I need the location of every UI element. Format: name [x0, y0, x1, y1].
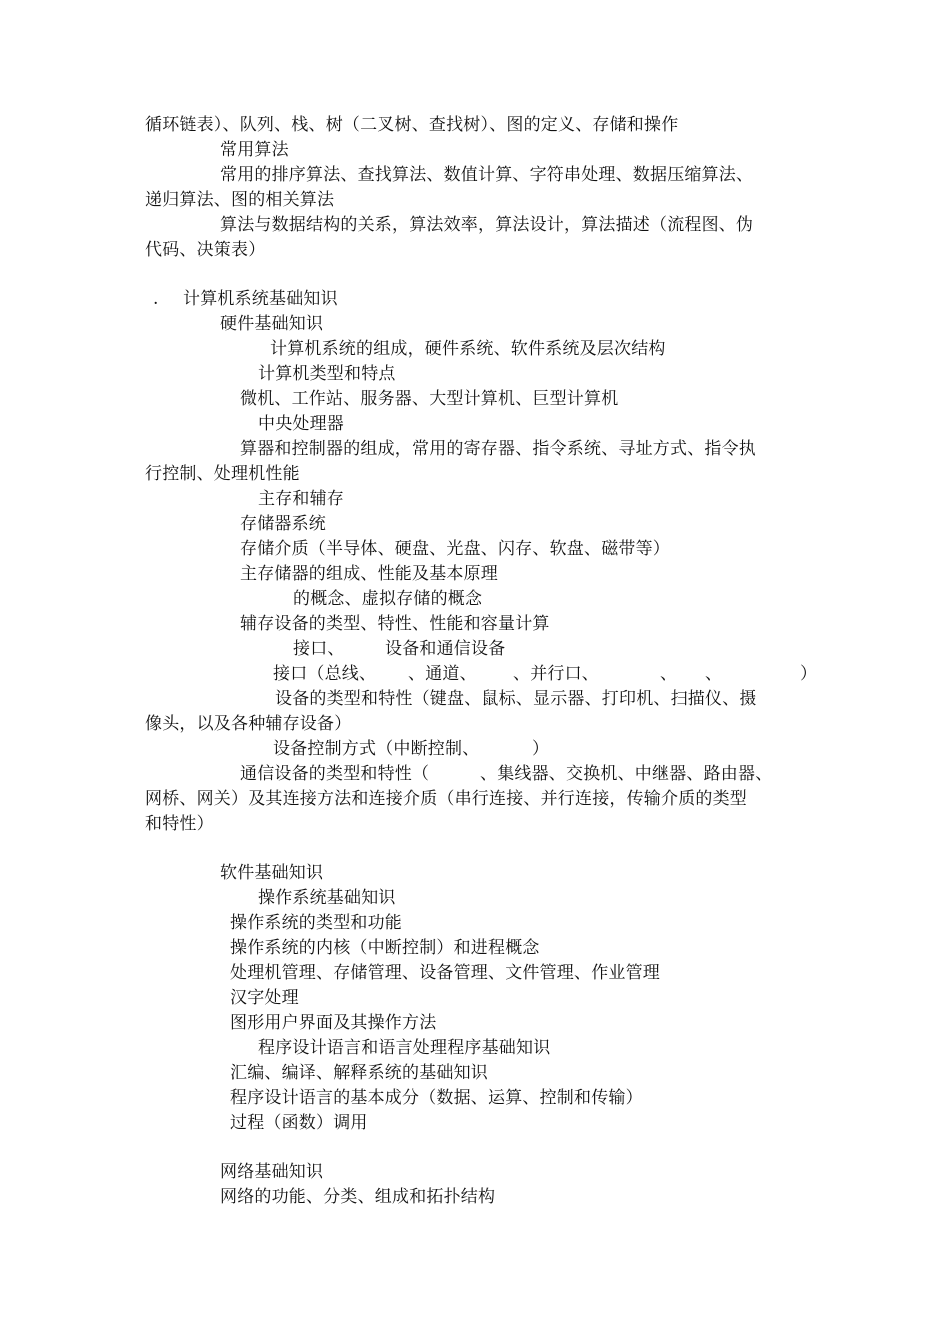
text-line: 主存储器的组成、性能及基本原理: [240, 564, 498, 584]
text-fragment: 通信设备的类型和特性（: [240, 764, 430, 784]
text-line: 汇编、编译、解释系统的基础知识: [230, 1063, 488, 1083]
text-fragment: ）: [800, 664, 818, 684]
text-fragment: 接口、: [293, 639, 345, 659]
text-fragment: 设备控制方式（中断控制、: [273, 739, 480, 759]
text-fragment: 、: [705, 664, 723, 684]
text-fragment: 、并行口、: [513, 664, 599, 684]
text-line: 中央处理器: [258, 414, 344, 434]
text-line: 汉字处理: [230, 988, 299, 1008]
text-line: 操作系统基础知识: [258, 888, 396, 908]
text-line: 存储器系统: [240, 514, 326, 534]
text-line: 代码、决策表）: [145, 240, 266, 260]
text-line: 硬件基础知识: [220, 314, 324, 334]
section-heading: 软件基础知识: [220, 863, 324, 883]
text-line: 算器和控制器的组成，常用的寄存器、指令系统、寻址方式、指令执: [240, 439, 756, 459]
text-line: 的概念、虚拟存储的概念: [293, 589, 483, 609]
text-fragment: 设备和通信设备: [385, 639, 506, 659]
text-line: 辅存设备的类型、特性、性能和容量计算: [240, 614, 550, 634]
text-line: 微机、工作站、服务器、大型计算机、巨型计算机: [240, 389, 619, 409]
text-fragment: 、集线器、交换机、中继器、路由器、: [480, 764, 773, 784]
text-line: 设备的类型和特性（键盘、鼠标、显示器、打印机、扫描仪、摄: [275, 689, 757, 709]
text-line: 图形用户界面及其操作方法: [230, 1013, 437, 1033]
text-line: 循环链表）、队列、栈、树（二叉树、查找树）、图的定义、存储和操作: [145, 115, 679, 135]
section-heading: 计算机系统基础知识: [183, 289, 338, 309]
text-line: 递归算法、图的相关算法: [145, 190, 335, 210]
text-line: 行控制、处理机性能: [145, 464, 300, 484]
text-fragment: 接口（总线、: [273, 664, 377, 684]
section-number: .: [153, 289, 159, 309]
text-fragment: 、: [660, 664, 678, 684]
text-line: 主存和辅存: [258, 489, 344, 509]
text-line: 操作系统的类型和功能: [230, 913, 402, 933]
text-line: 存储介质（半导体、硬盘、光盘、闪存、软盘、磁带等）: [240, 539, 670, 559]
text-line: 常用的排序算法、查找算法、数值计算、字符串处理、数据压缩算法、: [220, 165, 754, 185]
text-line: 程序设计语言的基本成分（数据、运算、控制和传输）: [230, 1088, 643, 1108]
text-line: 过程（函数）调用: [230, 1113, 368, 1133]
text-line: 算法与数据结构的关系，算法效率，算法设计，算法描述（流程图、伪: [220, 215, 754, 235]
text-line: 计算机系统的组成，硬件系统、软件系统及层次结构: [270, 339, 666, 359]
text-line: 处理机管理、存储管理、设备管理、文件管理、作业管理: [230, 963, 660, 983]
section-heading: 网络基础知识: [220, 1162, 324, 1182]
text-fragment: 、通道、: [408, 664, 477, 684]
text-line: 常用算法: [220, 140, 289, 160]
text-line: 像头，以及各种辅存设备）: [145, 714, 352, 734]
text-line: 和特性）: [145, 814, 214, 834]
text-line: 操作系统的内核（中断控制）和进程概念: [230, 938, 540, 958]
text-line: 程序设计语言和语言处理程序基础知识: [258, 1038, 551, 1058]
text-line: 网络的功能、分类、组成和拓扑结构: [220, 1187, 496, 1207]
text-line: 计算机类型和特点: [258, 364, 396, 384]
text-line: 网桥、网关）及其连接方法和连接介质（串行连接、并行连接，传输介质的类型: [145, 789, 747, 809]
text-fragment: ）: [532, 739, 550, 759]
